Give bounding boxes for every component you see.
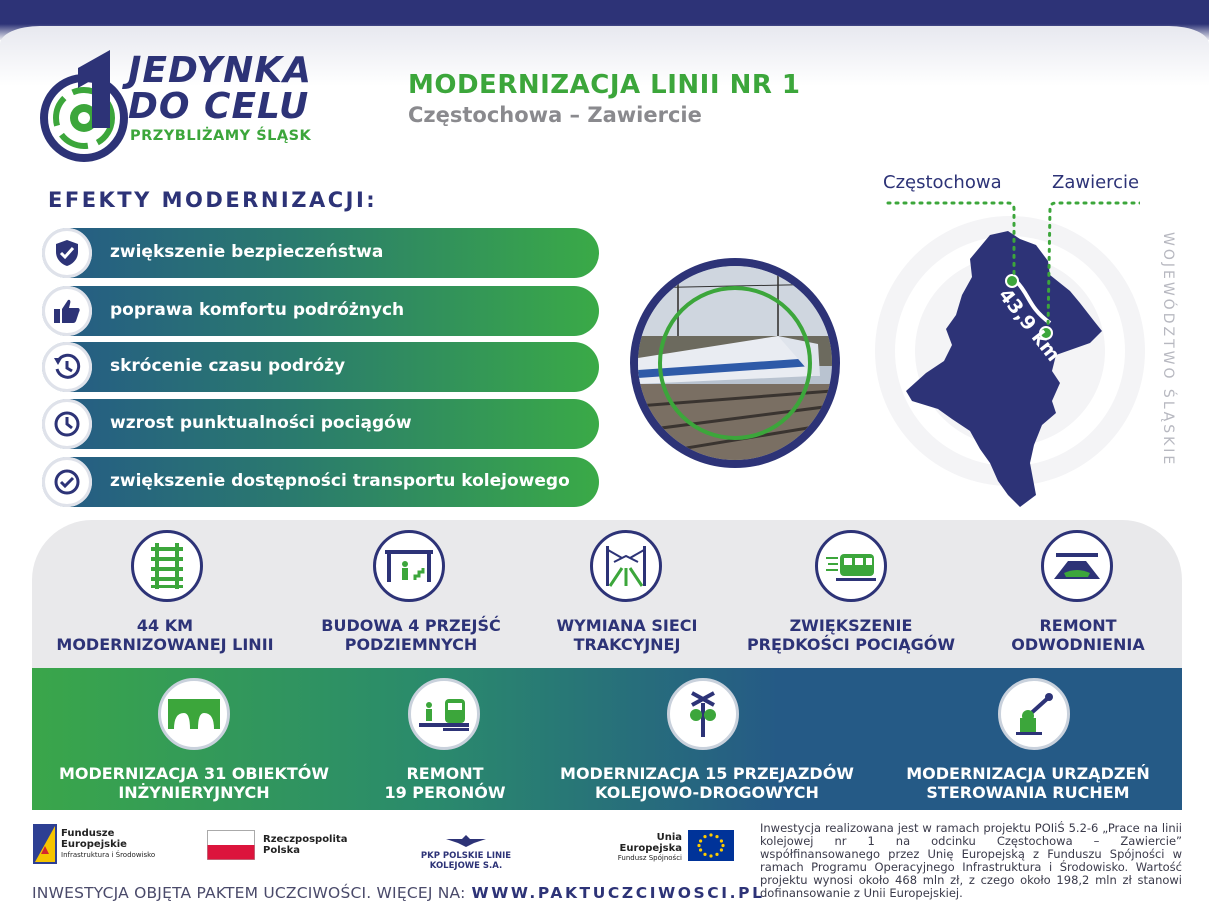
rail-track-icon bbox=[131, 530, 203, 602]
underpass-icon bbox=[373, 530, 445, 602]
fe-line-2: Europejskie bbox=[61, 839, 127, 850]
feature-label: MODERNIZACJA 15 PRZEJAZDÓW KOLEJOWO-DROGOWYCH bbox=[560, 764, 854, 802]
drainage-icon bbox=[1041, 530, 1113, 602]
silesia-map bbox=[880, 195, 1140, 510]
effect-item bbox=[42, 228, 599, 278]
pkp-wing-icon bbox=[446, 835, 486, 847]
bridge-icon bbox=[158, 678, 230, 750]
effect-label: poprawa komfortu podróżnych bbox=[110, 300, 405, 320]
distance-label: 43,9 km bbox=[994, 284, 1065, 366]
feature-label: ZWIĘKSZENIE PRĘDKOŚCI POCIĄGÓW bbox=[746, 616, 956, 654]
history-clock-icon bbox=[42, 342, 92, 392]
pact-line bbox=[32, 884, 765, 902]
fe-star-icon bbox=[33, 824, 57, 864]
pact-url-link[interactable]: WWW.PAKTUCZCIWOSCI.PL bbox=[471, 884, 765, 902]
fast-train-icon bbox=[815, 530, 887, 602]
feature-label: BUDOWA 4 PRZEJŚĆ PODZIEMNYCH bbox=[321, 616, 501, 654]
rp-line-2: Polska bbox=[263, 845, 300, 856]
city-zawiercie: Zawiercie bbox=[1052, 172, 1140, 193]
logo-line-2: DO CELU bbox=[128, 86, 310, 127]
polish-flag-icon bbox=[207, 830, 255, 860]
feature-label: 44 KM MODERNIZOWANEJ LINII bbox=[56, 616, 274, 654]
page-title: MODERNIZACJA LINII NR 1 bbox=[408, 70, 801, 100]
feature-label: MODERNIZACJA 31 OBIEKTÓW INŻYNIERYJNYCH bbox=[58, 764, 330, 802]
region-label: WOJEWÓDZTWO ŚLĄSKIE bbox=[1160, 232, 1176, 468]
feature-label: REMONT 19 PERONÓW bbox=[384, 764, 506, 802]
effect-item bbox=[42, 342, 599, 392]
feature-label: WYMIANA SIECI TRAKCYJNEJ bbox=[556, 616, 698, 654]
signal-lever-icon bbox=[998, 678, 1070, 750]
pkp-text: PKP POLSKIE LINIE KOLEJOWE S.A. bbox=[420, 851, 512, 871]
effects-heading: EFEKTY MODERNIZACJI: bbox=[48, 188, 378, 212]
train-photo bbox=[630, 258, 840, 468]
photo-ring bbox=[658, 286, 812, 440]
thumbs-up-icon bbox=[42, 286, 92, 336]
city-czestochowa: Częstochowa bbox=[883, 172, 1002, 193]
platform-icon bbox=[408, 678, 480, 750]
clock-icon bbox=[42, 399, 92, 449]
effect-item bbox=[42, 457, 599, 507]
effect-item bbox=[42, 399, 599, 449]
rp-line-1: Rzeczpospolita bbox=[263, 834, 348, 845]
fe-line-1: Fundusze bbox=[61, 828, 115, 839]
feature-label: MODERNIZACJA URZĄDZEŃ STEROWANIA RUCHEM bbox=[906, 764, 1150, 802]
jedynka-logo bbox=[40, 48, 340, 168]
ue-line-2: Fundusz Spójności bbox=[617, 854, 682, 862]
unia-europejska-text bbox=[598, 832, 682, 862]
effect-label: skrócenie czasu podróży bbox=[110, 356, 346, 376]
effect-label: zwiększenie dostępności transportu kolejowego bbox=[110, 471, 570, 491]
fe-line-3: Infrastruktura i Środowisko bbox=[61, 851, 156, 859]
logo-line-1: JEDYNKA bbox=[128, 50, 313, 91]
catenary-icon bbox=[590, 530, 662, 602]
effect-item bbox=[42, 286, 599, 336]
logo-mark-icon bbox=[40, 48, 140, 168]
effect-label: wzrost punktualności pociągów bbox=[110, 413, 412, 433]
level-crossing-icon bbox=[667, 678, 739, 750]
ue-line-1: Unia Europejska bbox=[619, 832, 682, 854]
check-circle-icon bbox=[42, 457, 92, 507]
effect-label: zwiększenie bezpieczeństwa bbox=[110, 242, 384, 262]
shield-check-icon bbox=[42, 228, 92, 278]
funding-note: Inwestycja realizowana jest w ramach projektu POIiŚ 5.2-6 „Prace na linii kolejowej nr 1 na odcinku Częstochowa – Zawiercie” współfinansowanego przez Unię Europejską z Funduszu Spójności w ramach Programu Operacyjnego Infrastruktura i Środowisko. Wartość projektu wynosi około 468 mln zł, z czego około 198,2 mln zł stanowi dofinansowanie z Unii Europejskiej. bbox=[760, 821, 1182, 900]
footer-logos bbox=[0, 818, 760, 871]
logo-tagline: PRZYBLIŻAMY ŚLĄSK bbox=[130, 128, 312, 144]
page-subtitle: Częstochowa – Zawiercie bbox=[408, 103, 702, 127]
pkp-logo bbox=[396, 832, 536, 871]
feature-label: REMONT ODWODNIENIA bbox=[1011, 616, 1145, 654]
pact-text: INWESTYCJA OBJĘTA PAKTEM UCZCIWOŚCI. WIĘCEJ NA: bbox=[32, 884, 466, 902]
eu-flag-icon bbox=[688, 830, 734, 861]
